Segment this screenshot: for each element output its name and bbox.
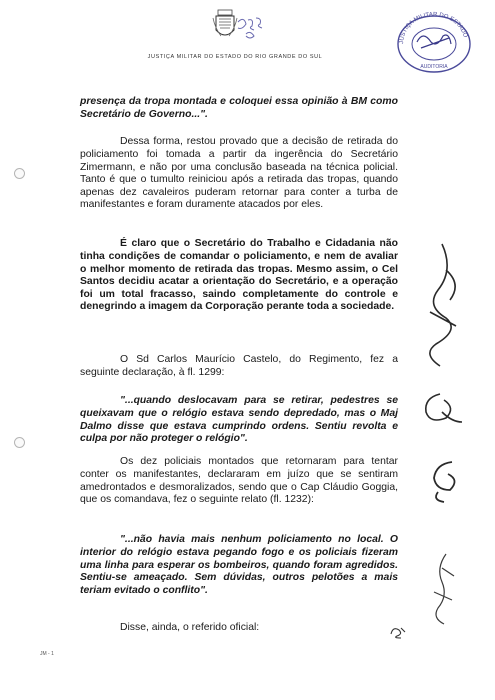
handwritten-number bbox=[236, 14, 268, 40]
margin-initial bbox=[412, 388, 472, 428]
margin-initial bbox=[412, 548, 472, 628]
paragraph-3: É claro que o Secretário do Trabalho e Cidadania não tinha condições de comandar o policiamento, e nem de avaliar o melhor momento de retirada das tropas. Mesmo assim, o Cel Santos decidiu acatar a orientação do Secretário, e a operação foi um total fracasso, saindo completamente do controle e denegrindo a imagem da Corporação perante toda a sociedade. bbox=[80, 238, 398, 313]
paragraph-5: "...quando deslocavam para se retirar, pedestres se queixavam que o relógio estava sendo depredado, mas o Maj Dalmo disse que estava cumprindo ordens. Sentiu revolta e culpa por não proteger o relógio". bbox=[80, 395, 398, 445]
punch-hole bbox=[14, 437, 25, 448]
paragraph-8: Disse, ainda, o referido oficial: bbox=[120, 622, 260, 634]
margin-signature bbox=[412, 240, 472, 370]
stamp-bottom-text: AUDITORIA bbox=[420, 64, 448, 70]
handwritten-initial bbox=[387, 624, 409, 640]
official-stamp bbox=[393, 8, 475, 74]
institution-header: JUSTIÇA MILITAR DO ESTADO DO RIO GRANDE DO SUL bbox=[147, 54, 323, 60]
margin-initial bbox=[412, 456, 472, 506]
paragraph-2: Dessa forma, restou provado que a decisão de retirada do policiamento foi tomada a partir da ingerência do Secretário Zimermann, e não por uma conclusão baseada na técnica policial. Tanto é que o tumulto reiniciou após a retirada das tropas, quando apenas dez cavaleiros puderam retornar para conter a turba de manifestantes e foram duramente atacados por eles. bbox=[80, 136, 398, 211]
footer-code: JM - 1 bbox=[40, 651, 54, 657]
coat-of-arms-icon bbox=[212, 8, 238, 42]
paragraph-1: presença da tropa montada e coloquei essa opinião à BM como Secretário de Governo...". bbox=[80, 96, 398, 120]
paragraph-6: Os dez policiais montados que retornaram para tentar conter os manifestantes, declararam em juízo que se sentiram amedrontados e desmoralizados, sendo que o Cap Cláudio Goggia, que os comandava, fez o seguinte relato (fl. 1232): bbox=[80, 456, 398, 506]
paragraph-4: O Sd Carlos Maurício Castelo, do Regimento, fez a seguinte declaração, à fl. 1299: bbox=[80, 354, 398, 378]
stamp-ring-text: JUSTIÇA MILITAR DO ESTADO bbox=[398, 11, 469, 45]
punch-hole bbox=[14, 168, 25, 179]
paragraph-7: "...não havia mais nenhum policiamento no local. O interior do relógio estava pegando fogo e os policiais fizeram uma linha para esperar os bombeiros, quando foram agredidos. Sentiu-se ameaçado. Sem dúvidas, outros pelotões a mais teriam evitado o conflito". bbox=[80, 534, 398, 596]
